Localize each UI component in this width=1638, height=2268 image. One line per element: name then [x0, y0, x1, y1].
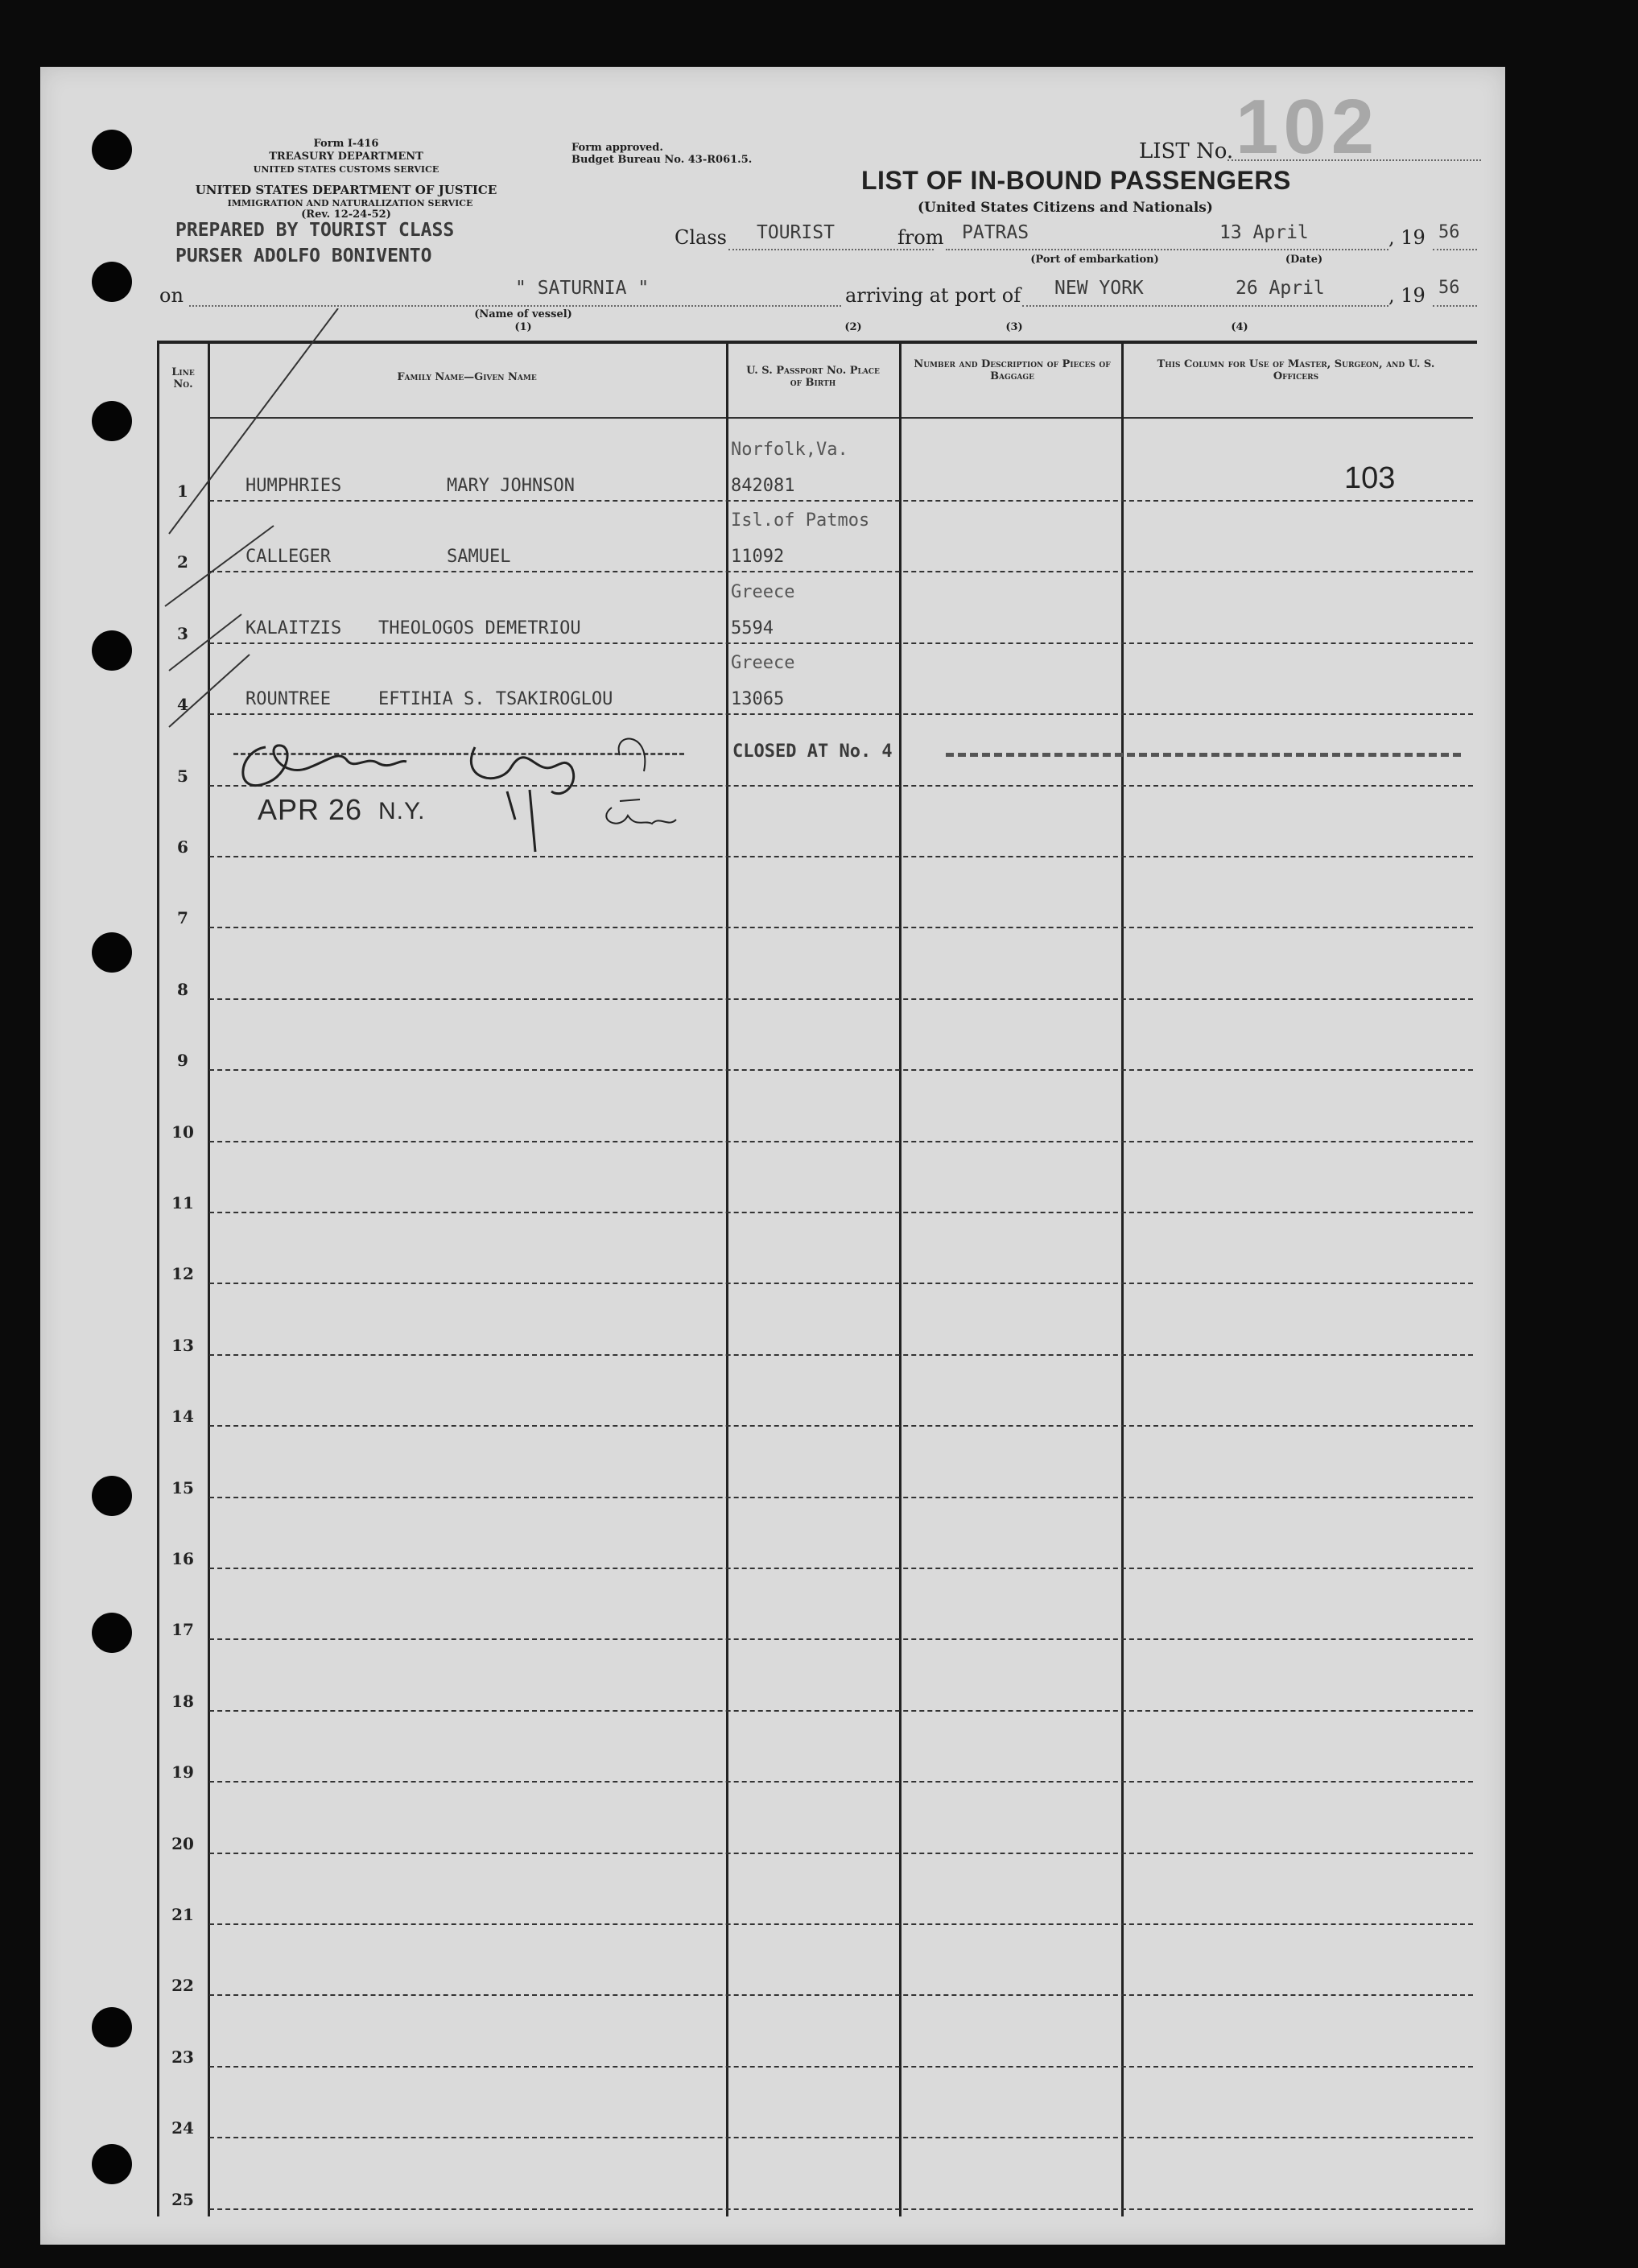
row-rule	[209, 927, 1473, 928]
port-underline	[1022, 305, 1388, 307]
vessel-name: " SATURNIA "	[515, 278, 650, 299]
row-line-number: 10	[171, 1122, 194, 1142]
column-header-baggage: Number and Description of Pieces of Baggage	[914, 358, 1111, 382]
row-line-number: 5	[177, 766, 188, 786]
year1-prefix: , 19	[1388, 226, 1426, 249]
row-given-name: MARY JOHNSON	[447, 476, 575, 496]
list-number: 102	[1236, 84, 1380, 170]
row-rule	[209, 1710, 1473, 1712]
row-rule	[209, 998, 1473, 1000]
row-rule	[209, 1638, 1473, 1640]
row-rule	[209, 1141, 1473, 1142]
punch-hole	[92, 2144, 132, 2184]
row-place-of-birth: Greece	[731, 653, 795, 674]
row-line-number: 21	[171, 1905, 194, 1924]
tick-marks	[161, 308, 419, 783]
row-line-number: 6	[177, 837, 188, 857]
year2-prefix: , 19	[1388, 284, 1426, 307]
row-line-number: 25	[171, 2189, 194, 2209]
from-underline	[946, 249, 1207, 250]
column-header-passport: U. S. Passport No. Place of Birth	[746, 365, 880, 389]
row-line-number: 7	[177, 908, 188, 928]
col-border-name	[726, 341, 728, 2216]
date1-value: 13 April	[1219, 222, 1309, 243]
closed-at-text: CLOSED AT No. 4	[732, 742, 893, 762]
caption-1: (1)	[514, 321, 532, 333]
row-passport-number: 842081	[731, 476, 795, 496]
punch-hole	[92, 401, 132, 441]
row-line-number: 12	[171, 1264, 194, 1284]
row-line-number: 22	[171, 1976, 194, 1996]
col-border-baggage	[1121, 341, 1124, 2216]
class-underline	[728, 249, 934, 250]
row-line-number: 24	[171, 2118, 194, 2138]
row-rule	[209, 1069, 1473, 1071]
punch-hole	[92, 1476, 132, 1516]
row-family-name: KALAITZIS	[245, 618, 342, 638]
row-officer-note: 103	[1344, 461, 1396, 495]
list-number-label: LIST No.	[1139, 139, 1234, 163]
row-line-number: 20	[171, 1833, 194, 1853]
row-rule	[209, 856, 1473, 857]
row-line-number: 23	[171, 2047, 194, 2067]
punch-hole	[92, 2007, 132, 2047]
year1-suffix: 56	[1438, 222, 1460, 242]
row-line-number: 15	[171, 1477, 194, 1498]
revision: (Rev. 12-24-52)	[301, 209, 391, 221]
row-rule	[209, 1781, 1473, 1783]
treasury-dept: TREASURY DEPARTMENT	[269, 151, 423, 163]
row-line-number: 13	[171, 1335, 194, 1355]
row-rule	[209, 1853, 1473, 1854]
row-line-number: 8	[177, 979, 188, 999]
column-header-officers: This Column for Use of Master, Surgeon, and U. S. Officers	[1157, 358, 1435, 382]
year2-underline	[1433, 305, 1477, 307]
row-rule	[209, 1212, 1473, 1213]
row-line-number: 16	[171, 1549, 194, 1568]
customs-service: UNITED STATES CUSTOMS SERVICE	[253, 164, 439, 175]
page-subtitle: (United States Citizens and Nationals)	[918, 200, 1213, 216]
from-label: from	[897, 226, 944, 249]
caption-4: (4)	[1231, 321, 1248, 333]
row-place-of-birth: Norfolk,Va.	[731, 440, 848, 460]
class-value: TOURIST	[757, 222, 835, 243]
row-line-number: 3	[177, 623, 188, 643]
arrival-date: 26 April	[1236, 278, 1325, 299]
form-number: Form I-416	[313, 138, 379, 150]
class-label: Class	[675, 226, 727, 249]
row-line-number: 19	[171, 1762, 194, 1783]
closed-dash-line	[946, 753, 1461, 757]
row-line-number: 11	[171, 1193, 194, 1212]
row-family-name: ROUNTREE	[245, 689, 331, 710]
row-given-name: SAMUEL	[447, 547, 511, 568]
inspector-initials	[499, 783, 684, 856]
row-rule	[209, 1497, 1473, 1498]
row-family-name: HUMPHRIES	[245, 476, 342, 496]
col-border-left	[157, 341, 159, 2216]
row-line-number: 18	[171, 1691, 194, 1711]
arrival-port: NEW YORK	[1054, 278, 1144, 299]
ins: IMMIGRATION AND NATURALIZATION SERVICE	[227, 198, 473, 209]
row-passport-number: 11092	[731, 547, 785, 568]
caption-2: (2)	[844, 321, 862, 333]
row-line-number: 9	[177, 1051, 188, 1071]
row-given-name: THEOLOGOS DEMETRIOU	[378, 618, 581, 638]
row-line-number: 17	[171, 1620, 194, 1640]
from-value: PATRAS	[962, 222, 1029, 243]
punch-hole	[92, 630, 132, 671]
row-line-number: 14	[171, 1407, 194, 1427]
budget-bureau: Budget Bureau No. 43-R061.5.	[571, 154, 753, 166]
caption-3: (3)	[1005, 321, 1023, 333]
arrival-stamp-date: APR 26	[258, 793, 363, 826]
row-rule	[209, 1354, 1473, 1356]
row-rule	[209, 1425, 1473, 1427]
arrival-stamp-place: N.Y.	[378, 798, 426, 824]
punch-hole	[92, 130, 132, 170]
row-line-number: 4	[177, 695, 188, 715]
prepared-by-line2: PURSER ADOLFO BONIVENTO	[175, 246, 432, 266]
port-embarkation-caption: (Port of embarkation)	[1030, 254, 1159, 266]
punch-hole	[92, 1613, 132, 1653]
date-caption: (Date)	[1285, 254, 1323, 266]
column-header-name: Family Name—Given Name	[397, 371, 537, 383]
form-approved: Form approved.	[571, 142, 663, 154]
dept-justice: UNITED STATES DEPARTMENT OF JUSTICE	[195, 183, 497, 197]
row-passport-number: 13065	[731, 689, 785, 710]
punch-hole	[92, 932, 132, 973]
page-title: LIST OF IN-BOUND PASSENGERS	[861, 166, 1291, 195]
row-rule	[209, 1994, 1473, 1996]
year1-underline	[1433, 249, 1477, 250]
row-given-name: EFTIHIA S. TSAKIROGLOU	[378, 689, 613, 710]
row-rule	[209, 2066, 1473, 2068]
year2-suffix: 56	[1438, 278, 1460, 298]
row-rule	[209, 2137, 1473, 2138]
manifest-sheet	[40, 67, 1505, 2245]
arriving-label: arriving at port of	[845, 284, 1021, 307]
row-line-number: 1	[177, 481, 188, 501]
row-rule	[209, 1283, 1473, 1284]
row-place-of-birth: Isl.of Patmos	[731, 510, 870, 531]
row-rule	[209, 2208, 1473, 2210]
row-line-number: 2	[177, 552, 188, 572]
row-place-of-birth: Greece	[731, 581, 795, 602]
date1-underline	[1203, 249, 1388, 250]
prepared-by-line1: PREPARED BY TOURIST CLASS	[175, 220, 455, 241]
row-family-name: CALLEGER	[245, 547, 331, 568]
column-header-line-no: Line No.	[171, 366, 195, 390]
on-label: on	[159, 284, 184, 307]
vessel-underline	[189, 305, 841, 307]
col-border-passport	[899, 341, 902, 2216]
row-rule	[209, 1923, 1473, 1925]
row-passport-number: 5594	[731, 618, 774, 638]
vessel-caption: (Name of vessel)	[474, 308, 572, 320]
row-rule	[209, 1568, 1473, 1569]
punch-hole	[92, 262, 132, 302]
